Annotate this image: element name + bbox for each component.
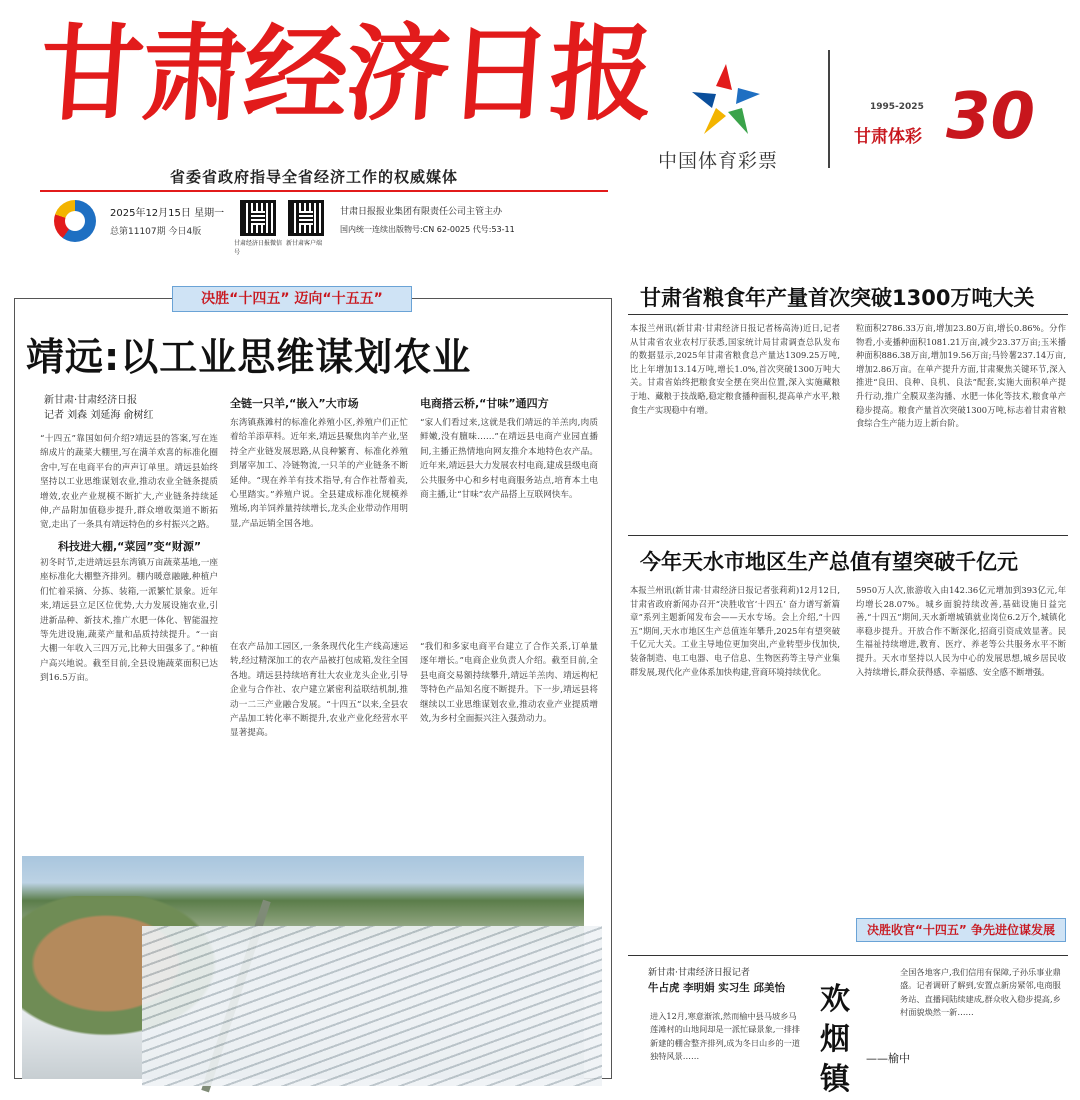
lead-subhead-3: 电商搭云桥,“甘味”通四方 xyxy=(420,397,549,410)
lead-col2-text: 东湾镇燕滩村的标准化养殖小区,养殖户们正忙着给羊添草料。近年来,靖远县聚焦肉羊产业,坚持全产业链发展思路,从良种繁育、标准化养殖到屠宰加工、冷链物流,一只羊的产业链条不断延伸。“现在养羊有技术指导,有合作社帮着卖,心里踏实。”养殖户说。全县建成标准化规模养殖场,肉羊饲养量持续增长,龙头企业带动作用明显,产品远销全国各地。 xyxy=(230,418,408,529)
lead-col2b-text: 在农产品加工园区,一条条现代化生产线高速运转,经过精深加工的农产品被打包成箱,发往全国各地。靖远县持续培育壮大农业龙头企业,引导企业与合作社、农户建立紧密利益联结机制,推动一二三产业融合发展。“十四五”以来,全县农产品加工转化率不断提升,农业产业化经营水平显著提高。 xyxy=(230,642,408,739)
lead-col1-text: “十四五”靠国如何介绍?靖远县的答案,写在连绵成片的蔬菜大棚里,写在满羊欢喜的标准化圈舍中,写在电商平台的声声订单里。靖远县始终坚持以工业思维谋划农业,推动农业全链条提质增效,农业产业规模不断扩大,产业链条持续延伸,产品附加值稳步提升,群众增收渠道不断拓宽,走出了一条具有靖远特色的乡村振兴之路。 xyxy=(40,434,218,531)
lead-byline xyxy=(44,393,154,423)
lead-kicker-banner: 决胜“十四五” 迈向“十五五” xyxy=(172,286,412,312)
masthead xyxy=(0,0,1080,256)
photo-greenhouse-rows xyxy=(142,926,602,1086)
tianshui-story-col2: 5950万人次,旅游收入由142.36亿元增加到393亿元,年均增长28.07%。城乡面貌持续改善,基础设施日益完善,“十四五”期间,天水新增城镇就业岗位6.2万个,城镇化率稳步提升。开放合作不断深化,招商引资成效显著。民生福祉持续增进,教育、医疗、养老等公共服务水平不断提升。天水市坚持以人民为中心的发展思想,城乡居民收入持续增长,群众获得感、幸福感、安全感不断增强。 xyxy=(856,585,1066,677)
grain-story-col1: 本报兰州讯(新甘肃·甘肃经济日报记者杨高涛)近日,记者从甘肃省农业农村厅获悉,国家统计局甘肃调查总队发布的数据显示,2025年甘肃省粮食总产量达1309.25万吨,比上年增加13.14万吨,增长1.0%,首次突破1300万吨大关。甘肃省始终把粮食安全摆在突出位置,深入实施藏粮于地、藏粮于技战略,稳定粮食播种面积,提高单产水平,粮食生产实现稳中有增。 xyxy=(630,323,840,415)
masthead-tagline: 省委省政府指导全省经济工作的权威媒体 xyxy=(170,168,459,186)
masthead-divider xyxy=(40,190,608,192)
publisher-circle-logo-icon xyxy=(54,200,96,242)
anniversary-logo xyxy=(850,80,1040,170)
tianshui-story-headline[interactable]: 今年天水市地区生产总值有望突破千亿元 xyxy=(640,550,1018,574)
lead-col3-text: “家人们看过来,这就是我们靖远的羊羔肉,肉质鲜嫩,没有膻味……”在靖远县电商产业园直播间,主播正热情地向网友推介本地特色农产品。近年来,靖远县大力发展农村电商,建成县级电商公共服务中心和乡村电商服务站点,培育本土电商主播,让“甘味”农产品搭上互联网快车。 xyxy=(420,418,598,501)
lead-byline-reporters: 记者 刘森 刘延海 俞树红 xyxy=(44,410,154,421)
feature-text-2: 全国各地客户,我们信用有保障,子孙乐事业鼎盛。记者调研了解到,安置点新房紧邻,电商服务站、直播间陆续建成,群众收入稳步提高,乡村面貌焕然一新…… xyxy=(900,967,1061,1018)
issue-number: 总第11107期 今日4版 xyxy=(110,227,202,237)
lead-col1b-text: 初冬时节,走进靖远县东湾镇万亩蔬菜基地,一座座标准化大棚整齐排列。棚内暖意融融,种植户们忙着采摘、分拣、装箱,一派繁忙景象。近年来,靖远县立足区位优势,大力发展设施农业,引进新品种、新技术,推广水肥一体化、智能温控等先进设施,蔬菜产量和品质持续提升。“一亩大棚一年收入三四万元,比种大田强多了。”种植户高兴地说。截至目前,全县设施蔬菜面积已达到16.5万亩。 xyxy=(40,558,218,684)
publisher-line: 甘肃日报报业集团有限责任公司主管主办 xyxy=(340,207,503,217)
feature-byline-source: 新甘肃·甘肃经济日报记者 xyxy=(648,968,750,978)
greenhouse-aerial-photo[interactable] xyxy=(22,856,584,1079)
grain-story-col2: 粒面积2786.33万亩,增加23.80万亩,增长0.86%。分作物看,小麦播种面积1081.21万亩,减少23.37万亩;玉米播种面积886.38万亩,增加19.56万亩;马铃薯237.14万亩,增加2.86万亩。在单产提升方面,甘肃聚焦关键环节,深入推进“良田、良种、良机、良法”配套,实施大面积单产提升行动,推广全膜双垄沟播、水肥一体化等技术,粮食单产稳步提高。粮食产量首次突破1300万吨,标志着甘肃省粮食综合生产能力迈上新台阶。 xyxy=(856,323,1066,429)
app-qr-code-icon[interactable] xyxy=(288,200,324,236)
grain-story-rule xyxy=(628,314,1068,315)
anniversary-years: 1995-2025 xyxy=(870,102,924,112)
sports-lottery-star-icon xyxy=(686,60,766,140)
feature-vertical-sub: ——榆中 xyxy=(866,1052,910,1065)
anniversary-brand: 甘肃体彩 xyxy=(854,127,922,147)
lead-byline-source: 新甘肃·甘肃经济日报 xyxy=(44,395,138,406)
tianshui-story-col1: 本报兰州讯(新甘肃·甘肃经济日报记者张莉莉)12月12日,甘肃省政府新闻办召开“决胜收官‘十四五’ 奋力谱写新篇章”系列主题新闻发布会——天水专场。会上介绍,“十四五”期间,天水市地区生产总值连年攀升,2025年有望突破千亿元大关。工业主导地位更加突出,产业转型步伐加快,装备制造、电工电器、电子信息、生物医药等主导产业集群发展,现代化产业体系加快构建,营商环境持续优化。 xyxy=(630,585,840,677)
feature-rule xyxy=(628,955,1068,956)
newspaper-logo-title: 甘肃经济日报 xyxy=(35,13,657,135)
sports-lottery-name: 中国体育彩票 xyxy=(658,150,779,172)
lead-headline[interactable]: 靖远:以工业思维谋划农业 xyxy=(26,335,472,379)
section-banner-2: 决胜收官“十四五” 争先进位谋发展 xyxy=(856,918,1066,942)
lead-col3b-text: “我们和多家电商平台建立了合作关系,订单量逐年增长。”电商企业负责人介绍。截至目前,全县电商交易额持续攀升,靖远羊羔肉、靖远枸杞等特色产品知名度不断提升。下一步,靖远县将继续以工业思维谋划农业,推动农业产业提质增效,为乡村全面振兴注入强劲动力。 xyxy=(420,642,598,725)
wechat-qr-code-icon[interactable] xyxy=(240,200,276,236)
qr1-caption: 甘肃经济日报微信号 xyxy=(234,240,283,256)
cn-number-line: 国内统一连续出版物号:CN 62-0025 代号:53-11 xyxy=(340,225,515,234)
issue-date: 2025年12月15日 星期一 xyxy=(110,208,225,219)
lead-subhead-1: 科技进大棚,“菜园”变“财源” xyxy=(58,540,202,553)
anniversary-number: 30 xyxy=(946,80,1036,154)
lead-subhead-2: 全链一只羊,“嵌入”大市场 xyxy=(230,397,359,410)
feature-vertical-title[interactable]: 欢烟镇 xyxy=(820,982,850,1097)
ad-separator xyxy=(828,50,830,168)
section-rule xyxy=(628,535,1068,536)
grain-story-headline[interactable]: 甘肃省粮食年产量首次突破1300万吨大关 xyxy=(640,286,1035,310)
feature-byline-reporters: 牛占虎 李明娟 实习生 邱美怡 xyxy=(648,982,785,994)
sports-lottery-ad[interactable] xyxy=(650,60,810,180)
feature-text-1: 进入12月,寒意渐浓,然而榆中县马坡乡马莲滩村的山地间却是一派忙碌景象,一排排新建的棚舍整齐排列,成为冬日山乡的一道独特风景…… xyxy=(650,1011,800,1062)
masthead-meta-row xyxy=(50,198,610,256)
qr2-caption: 新甘肃客户端 xyxy=(286,240,323,247)
feature-byline xyxy=(648,966,785,997)
